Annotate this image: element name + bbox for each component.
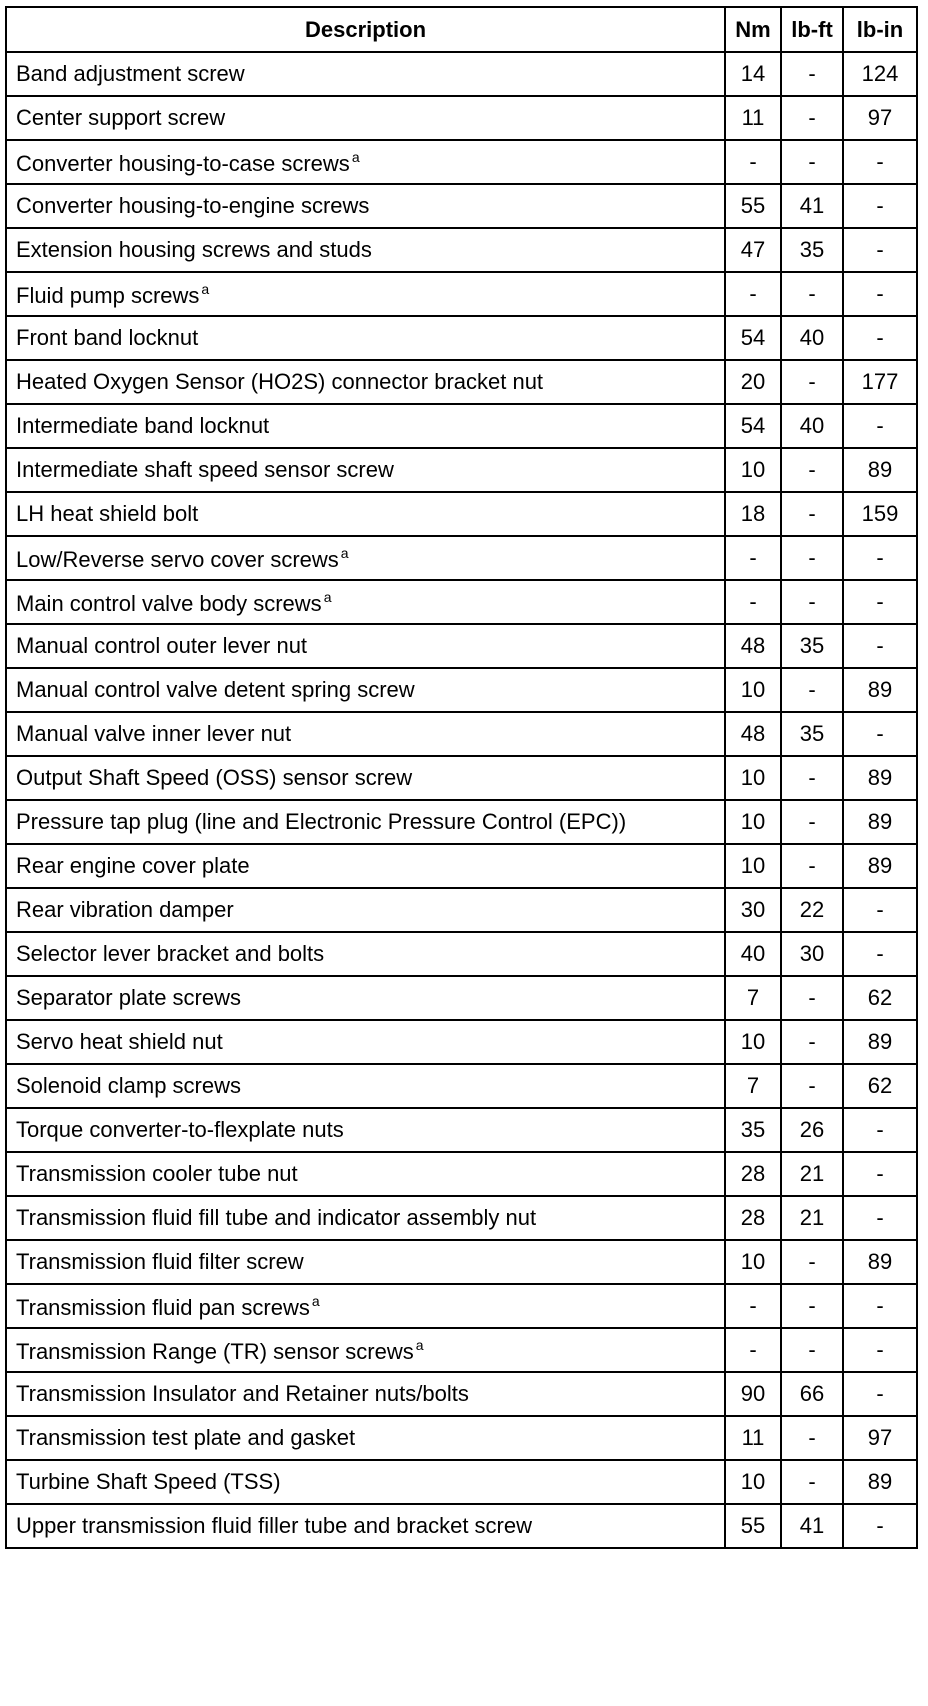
lb-in-cell: 62 bbox=[843, 976, 917, 1020]
nm-cell: 90 bbox=[725, 1372, 781, 1416]
table-row bbox=[6, 1504, 917, 1548]
nm-cell: 48 bbox=[725, 712, 781, 756]
description-cell bbox=[6, 756, 725, 800]
description-cell bbox=[6, 800, 725, 844]
table-row bbox=[6, 1328, 917, 1372]
description-text: Torque converter-to-flexplate nuts bbox=[16, 1117, 344, 1142]
description-cell bbox=[6, 96, 725, 140]
lb-ft-cell: 35 bbox=[781, 624, 843, 668]
description-text: Front band locknut bbox=[16, 325, 199, 350]
torque-specifications-table bbox=[5, 6, 918, 1549]
description-cell bbox=[6, 1460, 725, 1504]
lb-ft-cell: - bbox=[781, 1328, 843, 1372]
table-body bbox=[6, 52, 917, 1548]
lb-ft-cell: - bbox=[781, 1416, 843, 1460]
description-cell bbox=[6, 580, 725, 624]
description-text: Selector lever bracket and bolts bbox=[16, 941, 325, 966]
description-text: Transmission Range (TR) sensor screws bbox=[16, 1338, 414, 1364]
lb-in-cell: 124 bbox=[843, 52, 917, 96]
description-cell bbox=[6, 448, 725, 492]
lb-in-cell: - bbox=[843, 1108, 917, 1152]
description-cell bbox=[6, 228, 725, 272]
lb-ft-cell: - bbox=[781, 96, 843, 140]
nm-cell: 28 bbox=[725, 1196, 781, 1240]
nm-cell: 40 bbox=[725, 932, 781, 976]
footnote-marker: a bbox=[201, 280, 210, 297]
description-cell bbox=[6, 1064, 725, 1108]
nm-cell: 10 bbox=[725, 756, 781, 800]
description-cell bbox=[6, 140, 725, 184]
lb-in-cell: 177 bbox=[843, 360, 917, 404]
nm-cell: - bbox=[725, 1328, 781, 1372]
table-row bbox=[6, 228, 917, 272]
description-cell bbox=[6, 52, 725, 96]
lb-ft-cell: 40 bbox=[781, 404, 843, 448]
lb-in-cell: - bbox=[843, 888, 917, 932]
lb-ft-cell: - bbox=[781, 140, 843, 184]
footnote-marker: a bbox=[323, 588, 332, 605]
table-row bbox=[6, 624, 917, 668]
table-row bbox=[6, 316, 917, 360]
description-text: Transmission fluid filter screw bbox=[16, 1249, 304, 1274]
lb-ft-cell: - bbox=[781, 756, 843, 800]
description-cell bbox=[6, 536, 725, 580]
table-row bbox=[6, 96, 917, 140]
lb-ft-cell: - bbox=[781, 492, 843, 536]
table-row bbox=[6, 668, 917, 712]
table-row bbox=[6, 360, 917, 404]
nm-cell: 28 bbox=[725, 1152, 781, 1196]
description-cell bbox=[6, 184, 725, 228]
table-row bbox=[6, 844, 917, 888]
lb-in-cell: - bbox=[843, 316, 917, 360]
description-cell bbox=[6, 1372, 725, 1416]
table-row bbox=[6, 184, 917, 228]
description-text: Pressure tap plug (line and Electronic Pressure Control (EPC)) bbox=[16, 809, 627, 834]
nm-cell: 11 bbox=[725, 1416, 781, 1460]
lb-ft-cell: - bbox=[781, 360, 843, 404]
table-row bbox=[6, 932, 917, 976]
lb-ft-cell: 41 bbox=[781, 184, 843, 228]
description-text: Turbine Shaft Speed (TSS) bbox=[16, 1469, 281, 1494]
description-text: Fluid pump screws bbox=[16, 282, 200, 308]
lb-in-cell: 89 bbox=[843, 1020, 917, 1064]
description-text: Transmission test plate and gasket bbox=[16, 1425, 356, 1450]
table-row bbox=[6, 492, 917, 536]
header-lb-ft: lb-ft bbox=[781, 7, 843, 52]
description-text: Rear vibration damper bbox=[16, 897, 234, 922]
description-cell bbox=[6, 1152, 725, 1196]
lb-in-cell: - bbox=[843, 1328, 917, 1372]
description-text: Manual control outer lever nut bbox=[16, 633, 308, 658]
lb-ft-cell: 22 bbox=[781, 888, 843, 932]
description-cell bbox=[6, 844, 725, 888]
description-text: LH heat shield bolt bbox=[16, 501, 199, 526]
table-row bbox=[6, 800, 917, 844]
description-text: Converter housing-to-engine screws bbox=[16, 193, 370, 218]
nm-cell: 47 bbox=[725, 228, 781, 272]
description-cell bbox=[6, 932, 725, 976]
lb-in-cell: - bbox=[843, 624, 917, 668]
footnote-marker: a bbox=[311, 1292, 320, 1309]
description-cell bbox=[6, 1328, 725, 1372]
table-row bbox=[6, 536, 917, 580]
table-header-row bbox=[6, 7, 917, 52]
lb-ft-cell: 26 bbox=[781, 1108, 843, 1152]
description-text: Band adjustment screw bbox=[16, 61, 245, 86]
lb-in-cell: - bbox=[843, 1504, 917, 1548]
lb-ft-cell: 41 bbox=[781, 1504, 843, 1548]
nm-cell: - bbox=[725, 140, 781, 184]
table-row bbox=[6, 448, 917, 492]
description-text: Intermediate shaft speed sensor screw bbox=[16, 457, 394, 482]
description-cell bbox=[6, 1108, 725, 1152]
lb-ft-cell: - bbox=[781, 580, 843, 624]
lb-ft-cell: - bbox=[781, 272, 843, 316]
lb-in-cell: - bbox=[843, 1152, 917, 1196]
description-cell bbox=[6, 976, 725, 1020]
description-cell bbox=[6, 624, 725, 668]
description-text: Heated Oxygen Sensor (HO2S) connector bracket nut bbox=[16, 369, 544, 394]
lb-in-cell: - bbox=[843, 140, 917, 184]
description-text: Intermediate band locknut bbox=[16, 413, 270, 438]
table-row bbox=[6, 1372, 917, 1416]
lb-in-cell: 89 bbox=[843, 756, 917, 800]
table-row bbox=[6, 1416, 917, 1460]
description-text: Main control valve body screws bbox=[16, 590, 322, 616]
nm-cell: - bbox=[725, 580, 781, 624]
description-cell bbox=[6, 1196, 725, 1240]
description-text: Output Shaft Speed (OSS) sensor screw bbox=[16, 765, 413, 790]
header-description: Description bbox=[6, 7, 725, 52]
lb-ft-cell: 66 bbox=[781, 1372, 843, 1416]
nm-cell: 10 bbox=[725, 1240, 781, 1284]
table-row bbox=[6, 1460, 917, 1504]
nm-cell: 30 bbox=[725, 888, 781, 932]
header-lb-in: lb-in bbox=[843, 7, 917, 52]
lb-in-cell: - bbox=[843, 580, 917, 624]
lb-in-cell: - bbox=[843, 184, 917, 228]
description-text: Servo heat shield nut bbox=[16, 1029, 223, 1054]
table-row bbox=[6, 140, 917, 184]
description-text: Transmission Insulator and Retainer nuts/bolts bbox=[16, 1381, 469, 1406]
nm-cell: 14 bbox=[725, 52, 781, 96]
table-row bbox=[6, 712, 917, 756]
nm-cell: - bbox=[725, 1284, 781, 1328]
description-text: Low/Reverse servo cover screws bbox=[16, 546, 339, 572]
lb-ft-cell: 40 bbox=[781, 316, 843, 360]
table-row bbox=[6, 1064, 917, 1108]
nm-cell: - bbox=[725, 272, 781, 316]
nm-cell: 10 bbox=[725, 448, 781, 492]
lb-ft-cell: 35 bbox=[781, 228, 843, 272]
lb-ft-cell: - bbox=[781, 844, 843, 888]
lb-in-cell: - bbox=[843, 228, 917, 272]
nm-cell: 54 bbox=[725, 316, 781, 360]
nm-cell: 20 bbox=[725, 360, 781, 404]
lb-in-cell: - bbox=[843, 1372, 917, 1416]
nm-cell: 54 bbox=[725, 404, 781, 448]
description-cell bbox=[6, 360, 725, 404]
description-cell bbox=[6, 1284, 725, 1328]
lb-in-cell: - bbox=[843, 932, 917, 976]
description-cell bbox=[6, 492, 725, 536]
table-row bbox=[6, 1240, 917, 1284]
table-row bbox=[6, 1196, 917, 1240]
nm-cell: 7 bbox=[725, 1064, 781, 1108]
lb-in-cell: 89 bbox=[843, 1240, 917, 1284]
description-text: Solenoid clamp screws bbox=[16, 1073, 241, 1098]
description-cell bbox=[6, 1240, 725, 1284]
lb-in-cell: 89 bbox=[843, 1460, 917, 1504]
description-cell bbox=[6, 1020, 725, 1064]
header-nm: Nm bbox=[725, 7, 781, 52]
lb-ft-cell: - bbox=[781, 976, 843, 1020]
description-text: Manual valve inner lever nut bbox=[16, 721, 292, 746]
nm-cell: 10 bbox=[725, 844, 781, 888]
footnote-marker: a bbox=[340, 544, 349, 561]
lb-in-cell: - bbox=[843, 536, 917, 580]
lb-ft-cell: 21 bbox=[781, 1152, 843, 1196]
table-row bbox=[6, 52, 917, 96]
lb-ft-cell: - bbox=[781, 1284, 843, 1328]
lb-in-cell: 97 bbox=[843, 1416, 917, 1460]
lb-in-cell: - bbox=[843, 272, 917, 316]
nm-cell: 55 bbox=[725, 1504, 781, 1548]
table-row bbox=[6, 976, 917, 1020]
lb-in-cell: 89 bbox=[843, 448, 917, 492]
nm-cell: 10 bbox=[725, 800, 781, 844]
description-text: Rear engine cover plate bbox=[16, 853, 250, 878]
lb-in-cell: 89 bbox=[843, 800, 917, 844]
lb-ft-cell: - bbox=[781, 536, 843, 580]
footnote-marker: a bbox=[351, 148, 360, 165]
table-row bbox=[6, 1020, 917, 1064]
nm-cell: 10 bbox=[725, 1020, 781, 1064]
lb-in-cell: - bbox=[843, 712, 917, 756]
lb-ft-cell: - bbox=[781, 1064, 843, 1108]
lb-ft-cell: 30 bbox=[781, 932, 843, 976]
lb-ft-cell: - bbox=[781, 1460, 843, 1504]
table-row bbox=[6, 1108, 917, 1152]
description-text: Transmission fluid pan screws bbox=[16, 1294, 310, 1320]
table-row bbox=[6, 1152, 917, 1196]
nm-cell: 10 bbox=[725, 668, 781, 712]
nm-cell: 48 bbox=[725, 624, 781, 668]
lb-ft-cell: - bbox=[781, 1020, 843, 1064]
table-row bbox=[6, 1284, 917, 1328]
table-row bbox=[6, 404, 917, 448]
description-text: Separator plate screws bbox=[16, 985, 241, 1010]
table-row bbox=[6, 580, 917, 624]
lb-in-cell: - bbox=[843, 1284, 917, 1328]
description-text: Manual control valve detent spring screw bbox=[16, 677, 415, 702]
nm-cell: - bbox=[725, 536, 781, 580]
table-row bbox=[6, 272, 917, 316]
nm-cell: 55 bbox=[725, 184, 781, 228]
lb-ft-cell: - bbox=[781, 1240, 843, 1284]
description-cell bbox=[6, 888, 725, 932]
description-cell bbox=[6, 1416, 725, 1460]
description-text: Transmission fluid fill tube and indicator assembly nut bbox=[16, 1205, 537, 1230]
lb-in-cell: - bbox=[843, 404, 917, 448]
lb-ft-cell: - bbox=[781, 52, 843, 96]
lb-in-cell: 89 bbox=[843, 844, 917, 888]
description-text: Center support screw bbox=[16, 105, 226, 130]
lb-ft-cell: - bbox=[781, 800, 843, 844]
description-cell bbox=[6, 272, 725, 316]
lb-ft-cell: - bbox=[781, 668, 843, 712]
description-text: Converter housing-to-case screws bbox=[16, 150, 350, 176]
nm-cell: 10 bbox=[725, 1460, 781, 1504]
description-text: Transmission cooler tube nut bbox=[16, 1161, 298, 1186]
description-cell bbox=[6, 668, 725, 712]
lb-ft-cell: 35 bbox=[781, 712, 843, 756]
nm-cell: 18 bbox=[725, 492, 781, 536]
lb-in-cell: 97 bbox=[843, 96, 917, 140]
lb-in-cell: 62 bbox=[843, 1064, 917, 1108]
description-cell bbox=[6, 712, 725, 756]
lb-in-cell: - bbox=[843, 1196, 917, 1240]
description-cell bbox=[6, 1504, 725, 1548]
nm-cell: 7 bbox=[725, 976, 781, 1020]
description-cell bbox=[6, 316, 725, 360]
table-row bbox=[6, 756, 917, 800]
lb-in-cell: 89 bbox=[843, 668, 917, 712]
lb-ft-cell: 21 bbox=[781, 1196, 843, 1240]
nm-cell: 11 bbox=[725, 96, 781, 140]
lb-ft-cell: - bbox=[781, 448, 843, 492]
lb-in-cell: 159 bbox=[843, 492, 917, 536]
description-text: Upper transmission fluid filler tube and bracket screw bbox=[16, 1513, 533, 1538]
description-cell bbox=[6, 404, 725, 448]
table-row bbox=[6, 888, 917, 932]
footnote-marker: a bbox=[415, 1336, 424, 1353]
description-text: Extension housing screws and studs bbox=[16, 237, 372, 262]
nm-cell: 35 bbox=[725, 1108, 781, 1152]
